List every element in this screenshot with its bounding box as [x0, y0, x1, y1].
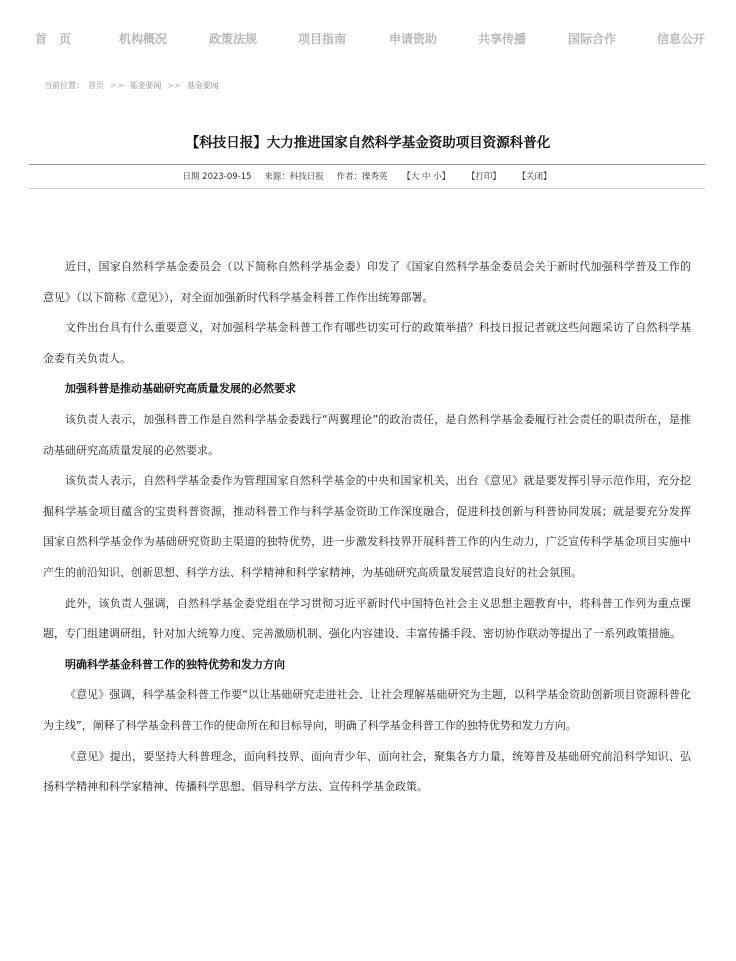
top-nav — [0, 0, 736, 76]
article-meta — [0, 170, 736, 182]
article-paragraph: 此外，该负责人强调，自然科学基金委党组在学习贯彻习近平新时代中国特色社会主义思想主题教育中，将科普工作列为重点课题，专门组建调研组，针对加大统筹力度、完善激励机制、强化内容建设、丰富传播手段、密切协作联动等提出了一系列政策措施。 — [43, 596, 691, 641]
breadcrumb-separator: >> — [167, 81, 181, 90]
breadcrumb-level2-link[interactable]: 基金要闻 — [186, 81, 219, 90]
meta-divider — [29, 188, 705, 189]
title-divider — [29, 164, 705, 165]
article-source: 来源：科技日报 — [264, 172, 324, 182]
article-paragraph: 该负责人表示，自然科学基金委作为管理国家自然科学基金的中央和国家机关，出台《意见》就是要发挥引导示范作用，充分挖掘科学基金项目蕴含的宝贵科普资源，推动科普工作与科学基金资助工作深度融合，促进科技创新与科普协同发展；就是要充分发挥国家自然科学基金作为基础研究资助主渠道的独特优势，进一步激发科技界开展科普工作的内生动力，广泛宣传科学基金项目实施中产生的前沿知识、创新思想、科学方法、科学精神和科学家精神，为基础研究高质量发展营造良好的社会氛围。 — [43, 474, 691, 579]
breadcrumb-level1-link[interactable]: 基金要闻 — [129, 81, 162, 90]
nav-item-international[interactable]: 国际合作 — [568, 32, 617, 46]
nav-item-about[interactable]: 机构概况 — [119, 32, 168, 46]
article-paragraph: 该负责人表示，加强科普工作是自然科学基金委践行“两翼理论”的政治责任，是自然科学基金委履行社会责任的职责所在，是推动基础研究高质量发展的必然要求。 — [43, 412, 691, 457]
article-body — [43, 252, 691, 803]
breadcrumb-prefix: 当前位置： — [44, 81, 84, 90]
article-paragraph: 近日，国家自然科学基金委员会（以下简称自然科学基金委）印发了《国家自然科学基金委员会关于新时代加强科学普及工作的意见》（以下简称《意见》），对全面加强新时代科学基金科普工作作出统筹部署。 — [43, 260, 691, 304]
article-subheading: 明确科学基金科普工作的独特优势和发力方向 — [65, 657, 285, 671]
article-paragraph: 《意见》提出，要坚持大科普理念，面向科技界、面向青少年、面向社会，聚集各方力量，统筹普及基础研究前沿科学知识、弘扬科学精神和科学家精神、传播科学思想、倡导科学方法、宣传科学基金政策。 — [43, 749, 691, 794]
font-size-toggle[interactable]: 【大 中 小】 — [402, 172, 451, 182]
nav-item-home[interactable]: 首 页 — [35, 32, 72, 46]
breadcrumb-home-link[interactable]: 首页 — [88, 81, 104, 90]
article-title: 【科技日报】大力推进国家自然科学基金资助项目资源科普化 — [185, 135, 551, 151]
nav-item-disclosure[interactable]: 信息公开 — [657, 32, 706, 46]
breadcrumb — [44, 80, 219, 91]
print-button[interactable]: 【打印】 — [466, 172, 501, 182]
nav-item-share[interactable]: 共享传播 — [478, 32, 527, 46]
article-subheading: 加强科普是推动基础研究高质量发展的必然要求 — [65, 382, 296, 396]
nav-item-apply[interactable]: 申请资助 — [389, 32, 438, 46]
nav-item-guide[interactable]: 项目指南 — [298, 32, 347, 46]
article-author: 作者：操秀英 — [336, 172, 388, 182]
article-paragraph: 文件出台具有什么重要意义，对加强科学基金科普工作有哪些切实可行的政策举措？科技日报记者就这些问题采访了自然科学基金委有关负责人。 — [43, 321, 691, 365]
article-date: 日期 2023-09-15 — [182, 172, 252, 182]
breadcrumb-separator: >> — [110, 81, 124, 90]
article-paragraph: 《意见》强调，科学基金科普工作要“以让基础研究走进社会、让社会理解基础研究为主题，以科学基金资助创新项目资源科普化为主线”，阐释了科学基金科普工作的使命所在和目标导向，明确了科学基金科普工作的独特优势和发力方向。 — [43, 688, 691, 732]
nav-item-policy[interactable]: 政策法规 — [209, 32, 258, 46]
close-button[interactable]: 【关闭】 — [517, 172, 552, 182]
